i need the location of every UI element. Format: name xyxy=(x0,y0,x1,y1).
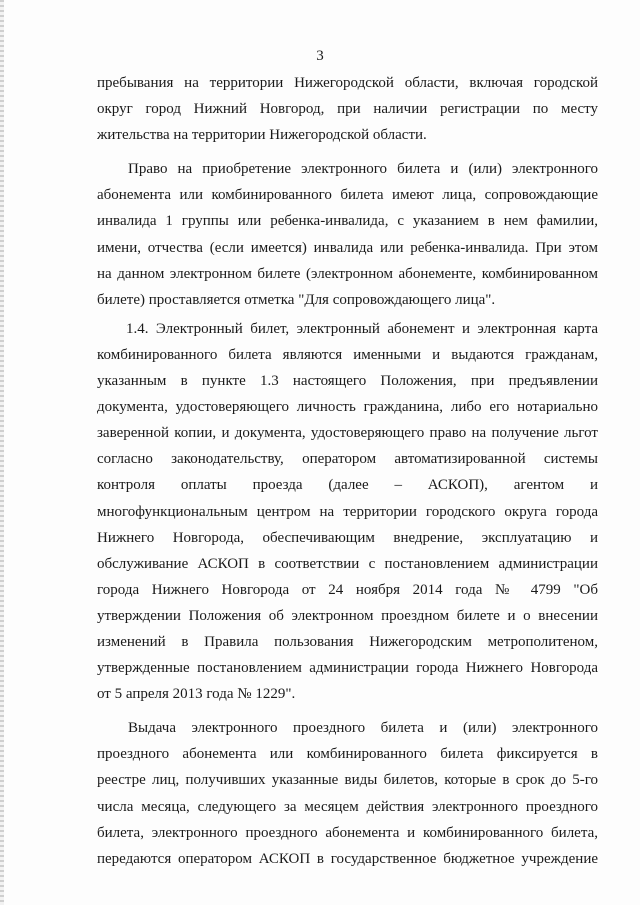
text-line: утвержденные постановлением администрации города Нижнего Новгорода xyxy=(97,660,598,677)
paragraph-gap xyxy=(97,148,598,156)
text-line: контроля оплаты проезда (далее – АСКОП), агентом и xyxy=(97,477,598,494)
text-line: округ город Нижний Новгород, при наличии регистрации по месту xyxy=(97,101,598,118)
paragraph-issuance-registry xyxy=(97,715,598,872)
paragraph-section-1-4 xyxy=(97,316,598,707)
text-line: 1.4. Электронный билет, электронный абонемент и электронная карта xyxy=(126,320,598,337)
text-line: числа месяца, следующего за месяцем действия электронного проездного xyxy=(97,798,598,815)
text-line: обслуживание АСКОП в соответствии с постановлением администрации xyxy=(97,555,598,572)
text-line: передаются оператором АСКОП в государственное бюджетное учреждение xyxy=(97,850,598,867)
text-line: указанным в пункте 1.3 настоящего Положения, при предъявлении xyxy=(97,373,598,390)
text-line: согласно законодательству, оператором автоматизированной системы xyxy=(97,451,598,468)
page-number: 3 xyxy=(316,48,324,64)
text-line: многофункциональным центром на территории городского округа города xyxy=(97,503,598,520)
text-line: проездного абонемента или комбинированного билета фиксируется в xyxy=(97,746,598,763)
text-line: комбинированного билета являются именными и выдаются гражданам, xyxy=(97,346,598,363)
text-line: билета, электронного проездного абонемента и комбинированного билета, xyxy=(97,824,598,841)
text-line: утверждении Положения об электронном проездном билете и о внесении xyxy=(97,607,598,624)
text-line: имени, отчества (если имеется) инвалида или ребенка-инвалида. При этом xyxy=(97,239,598,256)
text-line: билете) проставляется отметка "Для сопровождающего лица". xyxy=(97,291,496,308)
text-line: документа, удостоверяющего личность гражданина, либо его нотариально xyxy=(97,399,598,416)
text-line: Нижнего Новгорода, обеспечивающим внедрение, эксплуатацию и xyxy=(97,529,598,546)
text-line: Право на приобретение электронного билета и (или) электронного xyxy=(128,161,598,178)
text-line: реестре лиц, получивших указанные виды билетов, которые в срок до 5-го xyxy=(97,772,598,789)
text-line: на данном электронном билете (электронном абонементе, комбинированном xyxy=(97,265,598,282)
text-line: пребывания на территории Нижегородской области, включая городской xyxy=(97,75,598,91)
text-line: Выдача электронного проездного билета и (или) электронного xyxy=(128,720,598,737)
text-line: города Нижнего Новгорода от 24 ноября 2014 года № 4799 "Об xyxy=(97,581,598,598)
document-body xyxy=(97,70,598,872)
paragraph-companion-right xyxy=(97,156,598,313)
text-line: инвалида 1 группы или ребенка-инвалида, с указанием в нем фамилии, xyxy=(97,213,598,230)
paragraph-gap xyxy=(97,707,598,715)
text-line: от 5 апреля 2013 года № 1229". xyxy=(97,686,296,703)
text-line: заверенной копии, и документа, удостоверяющего право на получение льгот xyxy=(97,425,598,442)
text-line: жительства на территории Нижегородской области. xyxy=(97,127,427,144)
text-line: изменений в Правила пользования Нижегородским метрополитеном, xyxy=(97,633,598,650)
text-line: абонемента или комбинированного билета имеют лица, сопровождающие xyxy=(97,187,598,204)
paragraph-residence-continuation xyxy=(97,70,598,148)
scan-edge-decoration xyxy=(0,0,4,905)
